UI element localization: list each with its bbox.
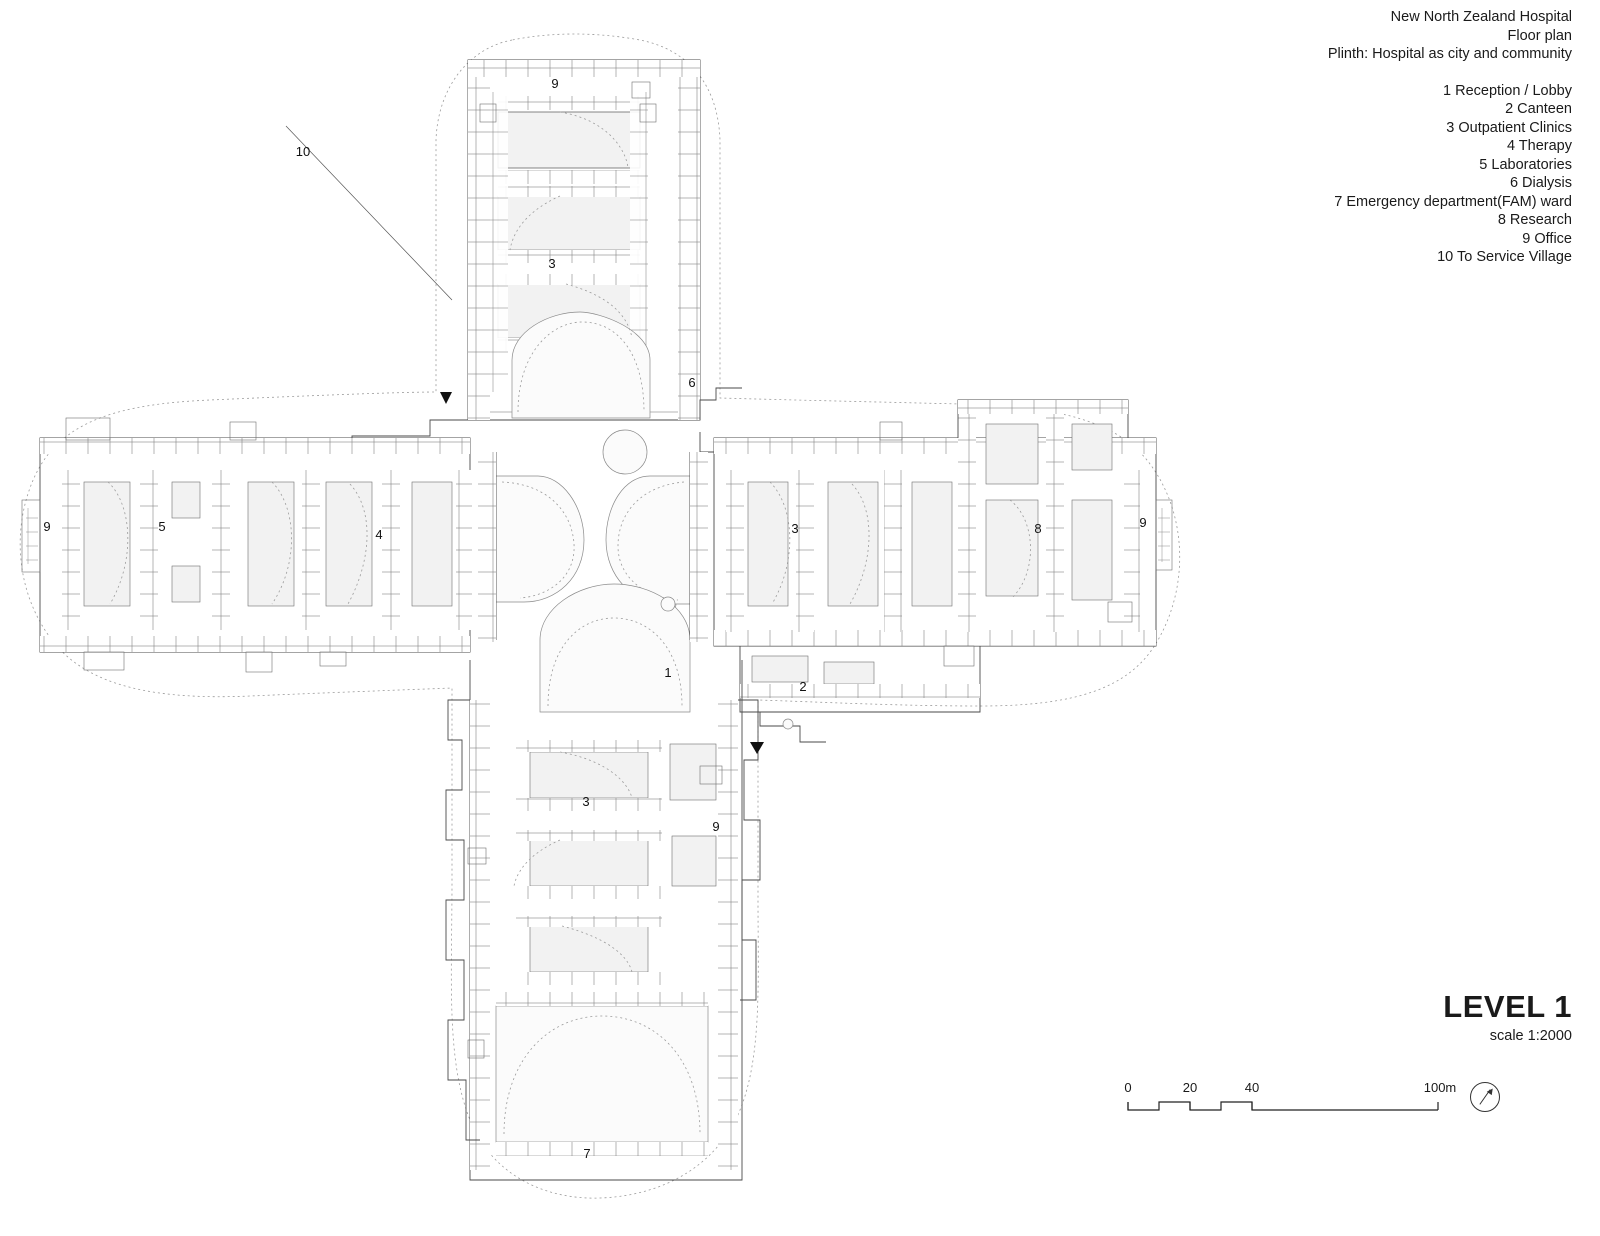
scale-label: scale 1:2000 [1489,1028,1572,1044]
scale-bar-graphic [1118,1098,1458,1122]
room-marker: 3 [791,521,799,536]
legend-item: 8 Research [1497,212,1572,228]
legend-item: 5 Laboratories [1479,156,1572,173]
scale-bar [1118,1080,1458,1120]
project-title: New North Zealand Hospital [1390,9,1572,25]
legend-item: 2 Canteen [1505,101,1572,117]
room-marker: 3 [582,794,590,809]
north-arrow-icon [1470,1082,1500,1112]
room-marker: 2 [799,679,807,694]
legend-item: 3 Outpatient Clinics [1446,119,1572,136]
legend-item: 1 Reception / Lobby [1443,82,1572,99]
south-wing [446,660,760,1180]
drawing-subtitle: Plinth: Hospital as city and community [1327,46,1572,62]
level-label: LEVEL 1 [1443,989,1572,1024]
room-marker: 9 [43,519,51,534]
title-block [1328,8,1572,267]
room-marker: 6 [688,375,696,390]
room-marker: 9 [712,819,720,834]
room-marker: 8 [1034,521,1042,536]
room-marker: 7 [583,1146,591,1161]
scale-tick-label: 40 [1244,1080,1260,1095]
legend-item: 10 To Service Village [1437,249,1572,265]
entrance-arrow-north [440,392,452,404]
room-marker: 1 [664,665,672,680]
west-wing [22,418,472,672]
room-marker: 4 [375,527,383,542]
room-marker: 9 [1139,515,1147,530]
legend-item: 4 Therapy [1506,138,1572,154]
room-marker: 5 [158,519,166,534]
drawing-type: Floor plan [1507,27,1572,44]
leader-line-service-village [286,126,452,300]
scale-tick-label: 20 [1182,1080,1198,1095]
scale-tick-label: 0 [1124,1080,1132,1095]
legend-item: 7 Emergency department(FAM) ward [1334,193,1572,210]
legend-list [1328,82,1572,267]
room-marker: 3 [548,256,556,271]
legend-item: 9 Office [1522,230,1572,247]
room-marker: 9 [551,76,559,91]
level-block [1443,990,1572,1044]
legend-item: 6 Dialysis [1509,175,1572,191]
entrance-arrow-south [750,742,764,754]
scale-tick-label: 100m [1423,1080,1457,1095]
north-wing [468,60,700,420]
room-marker: 10 [295,144,311,159]
